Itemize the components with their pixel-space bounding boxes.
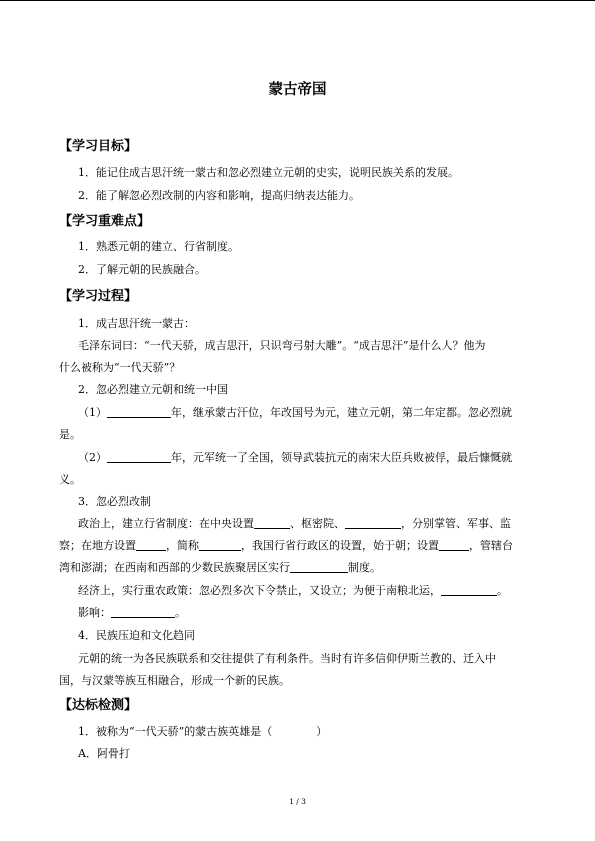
section-3-line-5 — [78, 605, 186, 620]
heading-objectives: 【学习目标】 — [59, 139, 138, 154]
text: ，我国行省行政区的设置，始于朝；设置 — [241, 539, 439, 552]
section-2-para-2-line-2: 义。 — [59, 473, 81, 486]
fill-blank[interactable] — [290, 561, 348, 573]
section-1-line-1: 毛泽东词曰：“一代天骄，成吉思汗，只识弯弓射大雕”。“成吉思汗”是什么人？他为 — [78, 339, 486, 352]
heading-keypoints: 【学习重难点】 — [59, 214, 151, 229]
section-3-line-2 — [59, 538, 513, 553]
section-1-line-2: 什么被称为“一代天骄”？ — [59, 361, 181, 374]
section-2-title: 2．忽必烈建立元朝和统一中国 — [78, 383, 228, 396]
section-2-para-1-line-2: 是。 — [59, 428, 81, 441]
section-2-para-2 — [78, 450, 512, 465]
section-4-title: 4．民族压迫和文化趋同 — [78, 629, 195, 642]
section-4-line-1: 元朝的统一为各民族联系和交往提供了有利条件。当时有许多信仰伊斯兰教的、迁入中 — [78, 652, 496, 665]
section-1-title: 1．成吉思汗统一蒙古： — [78, 317, 195, 330]
para-2-text: 年，元军统一了全国，领导武装抗元的南宋大臣兵败被俘，最后慷慨就 — [171, 451, 512, 464]
heading-process: 【学习过程】 — [59, 289, 138, 304]
question-1: 1．被称为“一代天骄”的蒙古族英雄是（ ） — [78, 725, 328, 738]
section-3-line-4 — [78, 583, 508, 598]
text: 、枢密院、 — [290, 517, 345, 530]
para-1-text: 年，继承蒙古汗位，年改国号为元，建立元朝，第二年定都。忽必烈就 — [171, 406, 512, 419]
para-2-number: （2） — [78, 451, 107, 464]
para-1-number: （1） — [78, 406, 107, 419]
section-3-line-1 — [78, 516, 511, 531]
text: ，简称 — [166, 539, 199, 552]
objective-2: 2．能了解忽必烈改制的内容和影响，提高归纳表达能力。 — [78, 189, 360, 202]
text: 经济上，实行重农政策：忽必烈多次下令禁止，又设立；为便于南粮北运， — [78, 584, 441, 597]
text: 。 — [175, 606, 186, 619]
section-3-title: 3．忽必烈改制 — [78, 495, 151, 508]
text: 湾和澎湖；在西南和西部的少数民族聚居区实行 — [59, 561, 290, 574]
fill-blank[interactable] — [345, 517, 401, 529]
text: 政治上，建立行省制度：在中央设置 — [78, 517, 254, 530]
fill-blank[interactable] — [107, 406, 171, 418]
fill-blank[interactable] — [107, 451, 171, 463]
text: ，分别掌管、军事、监 — [401, 517, 511, 530]
fill-blank[interactable] — [136, 539, 166, 551]
objective-1: 1．能记住成吉思汗统一蒙古和忽必烈建立元朝的史实，说明民族关系的发展。 — [78, 166, 459, 179]
fill-blank[interactable] — [439, 539, 469, 551]
fill-blank[interactable] — [254, 517, 290, 529]
fill-blank[interactable] — [441, 584, 497, 596]
keypoint-1: 1．熟悉元朝的建立、行省制度。 — [78, 240, 239, 253]
fill-blank[interactable] — [111, 606, 175, 618]
text: 制度。 — [348, 561, 381, 574]
text: 。 — [497, 584, 508, 597]
section-3-line-3 — [59, 560, 381, 575]
heading-test: 【达标检测】 — [59, 698, 138, 713]
fill-blank[interactable] — [199, 539, 241, 551]
page-title: 蒙古帝国 — [268, 82, 327, 98]
section-2-para-1 — [78, 405, 512, 420]
text: 影响： — [78, 606, 111, 619]
page-number: 1 / 3 — [289, 797, 306, 806]
keypoint-2: 2．了解元朝的民族融合。 — [78, 263, 206, 276]
section-4-line-2: 国，与汉蒙等族互相融合，形成一个新的民族。 — [59, 674, 290, 687]
question-1-option-a: A．阿骨打 — [78, 747, 130, 760]
text: 察；在地方设置 — [59, 539, 136, 552]
text: ，管辖台 — [469, 539, 513, 552]
